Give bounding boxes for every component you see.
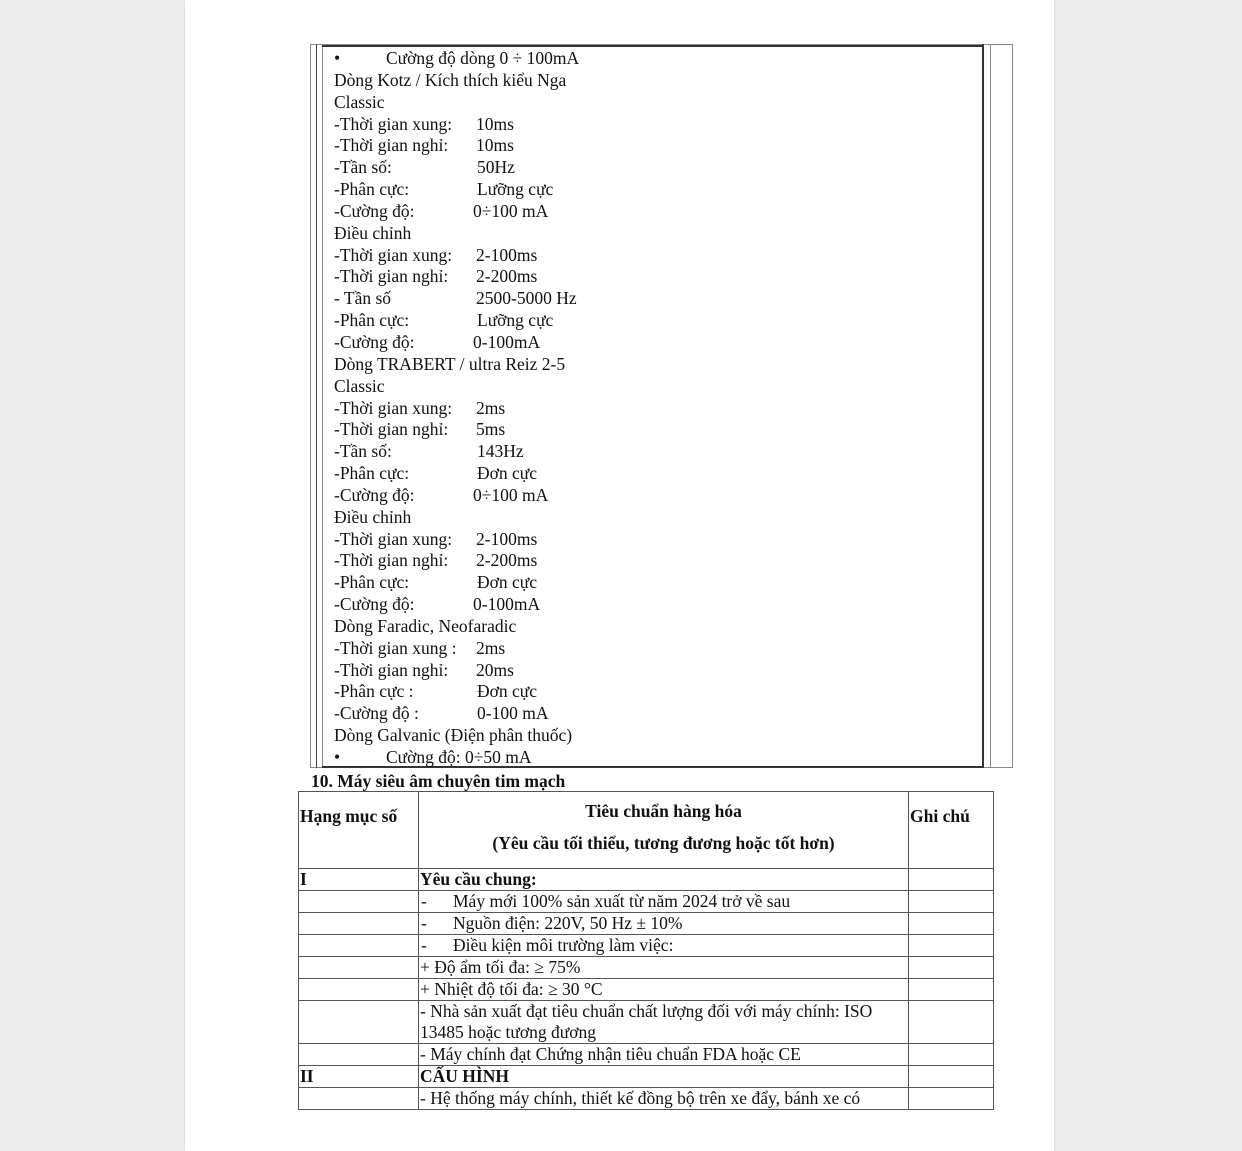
spec-value: 143Hz <box>477 441 524 462</box>
spec-label: Điều chỉnh <box>334 506 412 527</box>
item-number-cell <box>299 935 419 957</box>
spec-value: Lưỡng cực <box>477 310 554 331</box>
spec-label: Điều chỉnh <box>334 222 412 243</box>
spec-line <box>334 485 974 507</box>
spec-line <box>334 201 974 223</box>
note-cell <box>909 1001 994 1044</box>
spec-line <box>334 179 974 201</box>
standard-cell <box>419 957 909 979</box>
spec-line <box>334 266 974 288</box>
spec-label: -Thời gian nghỉ: <box>334 550 449 571</box>
frame-rule <box>322 44 323 768</box>
spec-line <box>334 288 974 310</box>
standard-text: Nguồn điện: 220V, 50 Hz ± 10% <box>453 913 683 933</box>
spec-label: -Cường độ: <box>334 484 415 505</box>
spec-value: 2ms <box>476 397 506 418</box>
item-number-cell <box>299 957 419 979</box>
spec-value: 2-200ms <box>476 266 538 287</box>
frame-rule <box>322 45 984 47</box>
note-cell <box>909 913 994 935</box>
spec-line <box>334 594 974 616</box>
spec-label: -Thời gian nghỉ: <box>334 659 449 680</box>
spec-label: Dòng Galvanic (Điện phân thuốc) <box>334 725 573 746</box>
spec-line <box>334 354 974 376</box>
item-number-cell <box>299 891 419 913</box>
spec-label: Dòng Kotz / Kích thích kiểu Nga <box>334 69 567 90</box>
spec-line <box>334 114 974 136</box>
spec-line <box>334 507 974 529</box>
spec-label: Classic <box>334 375 385 396</box>
spec-value: Đơn cực <box>477 463 538 484</box>
spec-line <box>334 725 974 747</box>
table-header-row <box>299 792 994 869</box>
standard-cell <box>419 979 909 1001</box>
table-row <box>299 1088 994 1110</box>
table-row <box>299 913 994 935</box>
note-cell <box>909 935 994 957</box>
dash-marker: - <box>421 935 427 955</box>
note-cell <box>909 1088 994 1110</box>
note-cell <box>909 1044 994 1066</box>
note-cell <box>909 891 994 913</box>
spec-line <box>334 616 974 638</box>
spec-label: -Cường độ: <box>334 331 415 352</box>
spec-value: 0-100mA <box>473 331 541 352</box>
header-standard-title: Tiêu chuẩn hàng hóa <box>585 801 742 821</box>
standard-text: CẤU HÌNH <box>420 1066 509 1086</box>
standard-cell <box>419 935 909 957</box>
spec-line <box>334 70 974 92</box>
frame-rule <box>990 44 991 768</box>
spec-value: 0÷100 mA <box>473 200 549 221</box>
spec-line <box>334 310 974 332</box>
table-row <box>299 891 994 913</box>
spec-label: -Phân cực : <box>334 681 414 702</box>
spec-table <box>298 791 994 1110</box>
spec-label: -Thời gian nghỉ: <box>334 419 449 440</box>
spec-line <box>334 135 974 157</box>
standard-cell <box>419 913 909 935</box>
spec-line <box>334 572 974 594</box>
spec-line <box>334 681 974 703</box>
spec-label: -Thời gian nghỉ: <box>334 266 449 287</box>
spec-label: -Thời gian xung: <box>334 113 453 134</box>
spec-line <box>334 92 974 114</box>
spec-value: 0-100 mA <box>477 703 549 724</box>
spec-value: 2500-5000 Hz <box>476 288 577 309</box>
spec-value: Đơn cực <box>477 681 538 702</box>
spec-value: 0-100mA <box>473 594 541 615</box>
header-item-number: Hạng mục số <box>299 792 419 869</box>
standard-text: - Nhà sản xuất đạt tiêu chuẩn chất lượng đối với máy chính: ISO 13485 hoặc tương đương <box>420 1001 873 1042</box>
standard-text: Điều kiện môi trường làm việc: <box>453 935 674 955</box>
spec-line <box>334 157 974 179</box>
spec-label: Cường độ dòng 0 ÷ 100mA <box>386 48 580 68</box>
spec-line <box>334 703 974 725</box>
table-row <box>299 869 994 891</box>
standard-text: - Máy chính đạt Chứng nhận tiêu chuẩn FDA hoặc CE <box>420 1044 801 1064</box>
table-row <box>299 1044 994 1066</box>
frame-rule <box>982 44 984 768</box>
spec-value: 2-100ms <box>476 244 538 265</box>
spec-label: -Thời gian xung: <box>334 397 453 418</box>
spec-label: - Tần số <box>334 288 392 309</box>
spec-line <box>334 638 974 660</box>
spec-value: 20ms <box>476 659 514 680</box>
note-cell <box>909 869 994 891</box>
spec-label: -Thời gian xung: <box>334 244 453 265</box>
bullet-icon: • <box>334 747 341 767</box>
spec-label: -Phân cực: <box>334 572 410 593</box>
spec-label: -Thời gian xung : <box>334 637 457 658</box>
spec-label: Cường độ: 0÷50 mA <box>386 747 532 767</box>
standard-text: Máy mới 100% sản xuất từ năm 2024 trở về sau <box>453 891 791 911</box>
spec-line <box>334 550 974 572</box>
standard-cell <box>419 891 909 913</box>
bullet-icon: • <box>334 48 341 68</box>
spec-value: 2-200ms <box>476 550 538 571</box>
header-note: Ghi chú <box>909 792 994 869</box>
spec-line <box>334 660 974 682</box>
spec-line <box>334 398 974 420</box>
spec-line <box>334 223 974 245</box>
spec-label: -Phân cực: <box>334 179 410 200</box>
spec-line <box>334 245 974 267</box>
table-row <box>299 957 994 979</box>
spec-line <box>334 463 974 485</box>
table-row <box>299 935 994 957</box>
spec-label: -Thời gian nghỉ: <box>334 135 449 156</box>
item-number-cell: I <box>299 869 419 891</box>
spec-value: 5ms <box>476 419 506 440</box>
standard-text: - Hệ thống máy chính, thiết kế đồng bộ trên xe đẩy, bánh xe có <box>420 1088 861 1108</box>
section-title: 10. Máy siêu âm chuyên tim mạch <box>311 771 566 791</box>
spec-label: -Cường độ: <box>334 594 415 615</box>
spec-label: -Cường độ: <box>334 200 415 221</box>
note-cell <box>909 979 994 1001</box>
spec-line <box>334 48 974 70</box>
item-number-cell <box>299 979 419 1001</box>
spec-line <box>334 529 974 551</box>
spec-label: Dòng Faradic, Neofaradic <box>334 615 517 636</box>
spec-label: -Phân cực: <box>334 310 410 331</box>
spec-value: 10ms <box>476 113 514 134</box>
header-standard-subtitle: (Yêu cầu tối thiểu, tương đương hoặc tốt hơn) <box>492 833 835 853</box>
standard-text: Yêu cầu chung: <box>420 869 537 889</box>
spec-value: 2ms <box>476 637 506 658</box>
standard-cell <box>419 1066 909 1088</box>
spec-value: 0÷100 mA <box>473 484 549 505</box>
spec-line <box>334 441 974 463</box>
standard-cell <box>419 1088 909 1110</box>
header-standard <box>419 792 909 869</box>
spec-label: -Tần số: <box>334 157 392 178</box>
table-row <box>299 979 994 1001</box>
spec-label: -Tần số: <box>334 441 392 462</box>
spec-label: -Thời gian xung: <box>334 528 453 549</box>
spec-value: Đơn cực <box>477 572 538 593</box>
dash-marker: - <box>421 913 427 933</box>
table-row <box>299 1001 994 1044</box>
spec-label: Classic <box>334 91 385 112</box>
spec-line <box>334 419 974 441</box>
spec-value: Lưỡng cực <box>477 179 554 200</box>
item-number-cell <box>299 1001 419 1044</box>
spec-line <box>334 332 974 354</box>
standard-cell <box>419 1001 909 1044</box>
standard-text: + Nhiệt độ tối đa: ≥ 30 °C <box>420 979 603 999</box>
spec-value: 10ms <box>476 135 514 156</box>
spec-label: -Phân cực: <box>334 463 410 484</box>
note-cell <box>909 957 994 979</box>
spec-label: -Cường độ : <box>334 703 419 724</box>
spec-line <box>334 747 974 769</box>
item-number-cell <box>299 1044 419 1066</box>
standard-cell <box>419 869 909 891</box>
spec-value: 50Hz <box>477 157 515 178</box>
dash-marker: - <box>421 891 427 911</box>
spec-line <box>334 376 974 398</box>
table-row <box>299 1066 994 1088</box>
note-cell <box>909 1066 994 1088</box>
standard-cell <box>419 1044 909 1066</box>
frame-rule <box>316 44 317 768</box>
item-number-cell: II <box>299 1066 419 1088</box>
spec-list <box>334 48 974 769</box>
item-number-cell <box>299 1088 419 1110</box>
spec-value: 2-100ms <box>476 528 538 549</box>
item-number-cell <box>299 913 419 935</box>
standard-text: + Độ ẩm tối đa: ≥ 75% <box>420 957 581 977</box>
spec-label: Dòng TRABERT / ultra Reiz 2-5 <box>334 353 566 374</box>
